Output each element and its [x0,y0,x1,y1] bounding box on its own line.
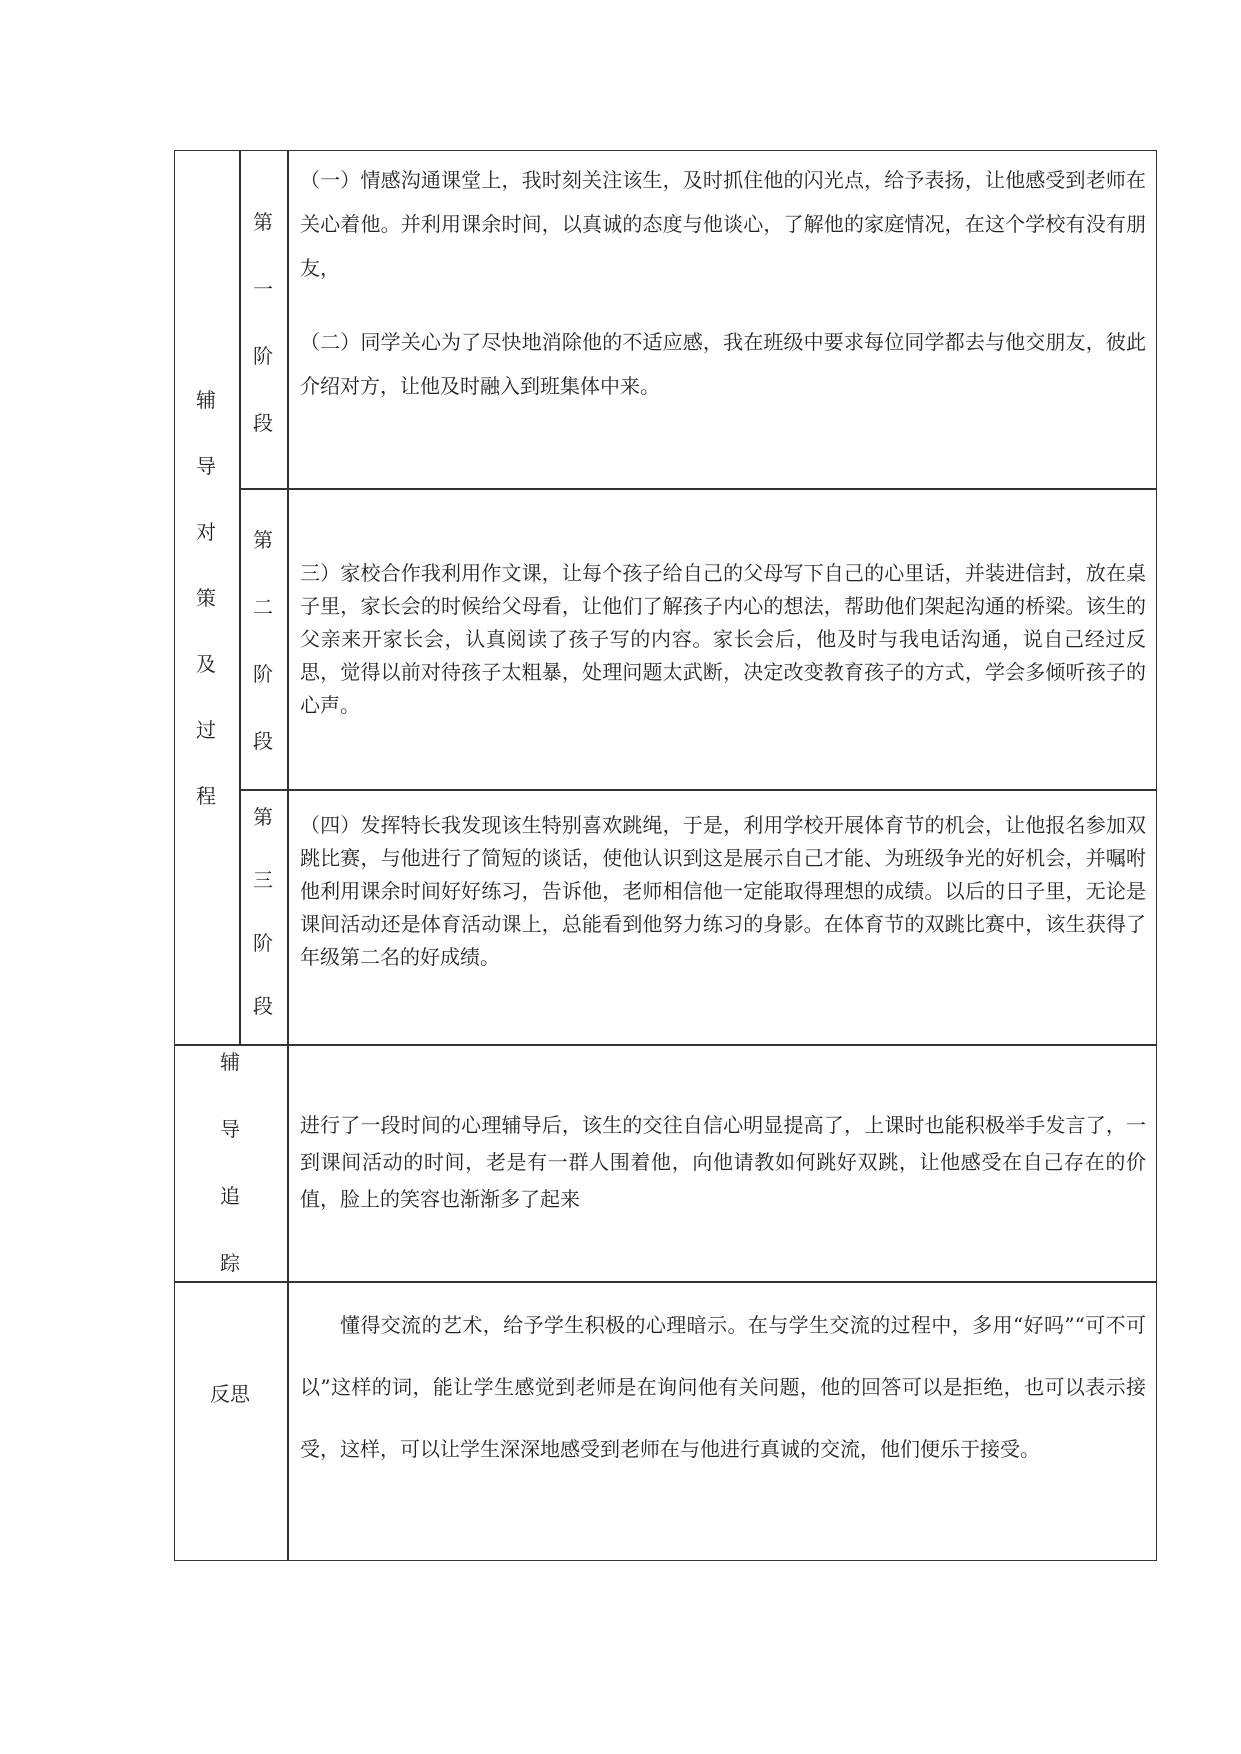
label-char: 二 [253,595,273,619]
label-char: 段 [253,411,273,435]
table-divider [174,1044,1157,1046]
label-char: 追 [220,1184,240,1208]
stage-3-content [300,809,1146,974]
label-char: 策 [196,586,216,610]
label-char: 导 [220,1117,240,1141]
table-divider [239,789,1157,791]
label-char: 对 [196,520,216,544]
table-divider [239,150,241,1045]
stage-label-2 [253,530,273,751]
label-char: 导 [196,454,216,478]
stage-label-3 [253,807,273,1016]
stage-2-paragraph-1: 三）家校合作我利用作文课，让每个孩子给自己的父母写下自己的心里话，并装进信封，放在桌子里，家长会的时候给父母看，让他们了解孩子内心的想法，帮助他们架起沟通的桥梁。该生的父亲来开家长会，认真阅读了孩子写的内容。家长会后，他及时与我电话沟通，说自己经过反思，觉得以前对待孩子太粗暴，处理问题太武断，决定改变教育孩子的方式，学会多倾听孩子的心声。 [300,561,1146,717]
label-char: 及 [196,652,216,676]
table-divider [287,150,289,1561]
label-char: 段 [253,729,273,753]
stage-label-1 [253,212,273,433]
stage-1-paragraph-1: （一）情感沟通课堂上，我时刻关注该生，及时抓住他的闪光点，给予表扬，让他感受到老师在关心着他。并利用课余时间，以真诚的态度与他谈心，了解他的家庭情况，在这个学校有没有朋友， [300,168,1146,280]
label-char: 第 [253,528,273,552]
label-char: 一 [253,277,273,301]
label-char: 阶 [253,931,273,955]
stage-1-paragraph-2: （二）同学关心为了尽快地消除他的不适应感，我在班级中要求每位同学都去与他交朋友，彼此介绍对方，让他及时融入到班集体中来。 [300,330,1146,398]
label-char: 阶 [253,662,273,686]
label-char: 第 [253,210,273,234]
table-divider [174,1281,1157,1283]
reflection-text: 懂得交流的艺术，给予学生积极的心理暗示。在与学生交流的过程中，多用“好吗”“可不可以”这样的词，能让学生感觉到老师是在询问他有关问题，他的回答可以是拒绝，也可以表示接受，这样，可以让学生深深地感受到老师在与他进行真诚的交流，他们便乐于接受。 [300,1313,1146,1461]
table-divider [239,488,1157,490]
label-char: 过 [196,718,216,742]
section-label-counseling-process [196,390,216,806]
label-char: 三 [253,868,273,892]
stage-2-content [300,557,1146,722]
label-char: 阶 [253,344,273,368]
stage-1-content [300,158,1146,408]
tracking-content [300,1107,1146,1218]
label-char: 踪 [220,1251,240,1275]
reflection-label: 反思 [210,1382,250,1406]
label-char: 第 [253,805,273,829]
tracking-text: 进行了一段时间的心理辅导后，该生的交往自信心明显提高了，上课时也能积极举手发言了，一到课间活动的时间，老是有一群人围着他，向他请教如何跳好双跳，让他感受在自己存在的价值，脸上的笑容也渐渐多了起来 [300,1113,1146,1211]
label-char: 辅 [196,388,216,412]
reflection-content [300,1294,1146,1480]
stage-3-paragraph-1: （四）发挥特长我发现该生特别喜欢跳绳，于是，利用学校开展体育节的机会，让他报名参加双跳比赛，与他进行了简短的谈话，使他认识到这是展示自己才能、为班级争光的好机会，并嘱咐他利用课余时间好好练习，告诉他，老师相信他一定能取得理想的成绩。以后的日子里，无论是课间活动还是体育活动课上，总能看到他努力练习的身影。在体育节的双跳比赛中，该生获得了年级第二名的好成绩。 [300,813,1146,969]
label-char: 辅 [220,1050,240,1074]
label-char: 段 [253,994,273,1018]
tracking-label [220,1052,240,1273]
label-char: 程 [196,784,216,808]
